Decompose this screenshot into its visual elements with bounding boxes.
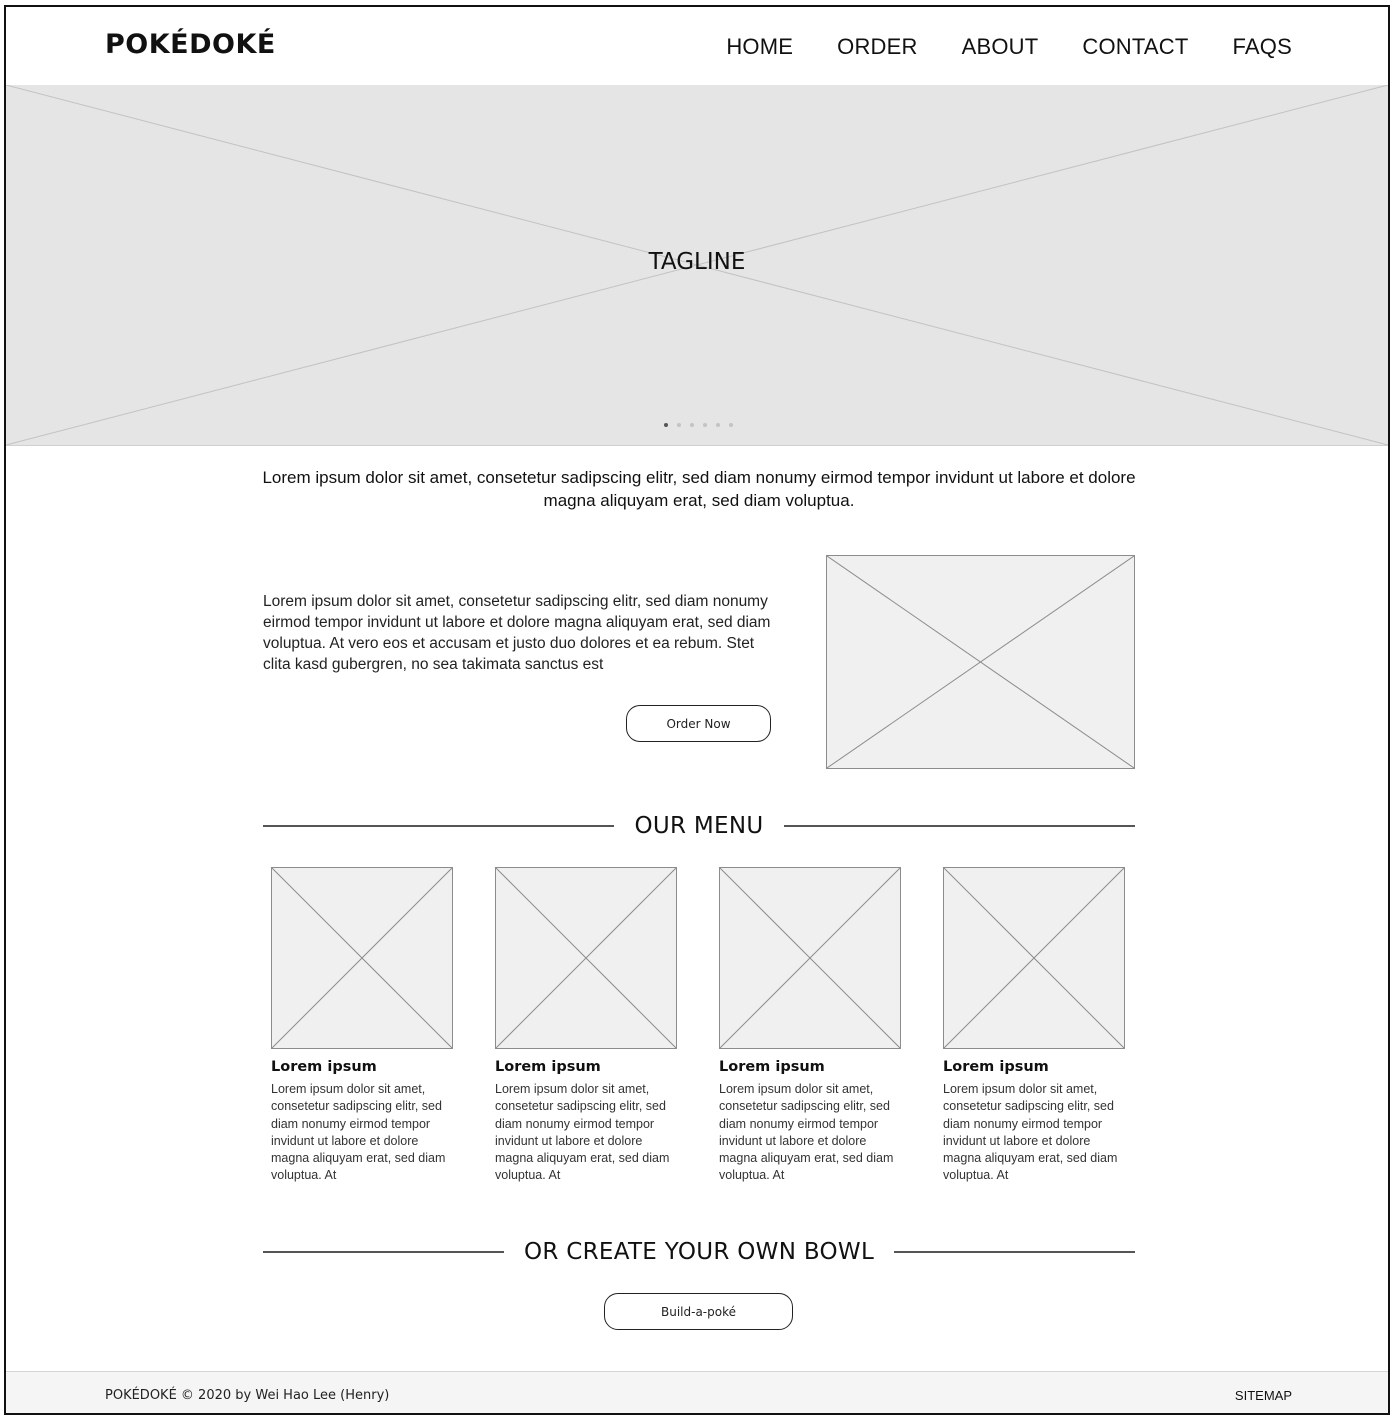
create-section-heading (263, 1239, 1135, 1265)
main-nav (726, 34, 1292, 60)
menu-card-image (271, 867, 453, 1049)
image-placeholder-icon (272, 868, 452, 1048)
menu-card-image (943, 867, 1125, 1049)
site-logo[interactable]: POKÉDOKÉ (105, 29, 276, 60)
intro-text: Lorem ipsum dolor sit amet, consetetur sadipscing elitr, sed diam nonumy eirmod tempor invidunt ut labore et dolore magna aliquyam erat, sed diam voluptua. (262, 468, 1136, 510)
divider (263, 825, 614, 827)
site-footer (6, 1371, 1388, 1415)
hero-banner (6, 85, 1388, 446)
feature-image (826, 555, 1135, 769)
site-header (6, 7, 1388, 86)
menu-card-description: Lorem ipsum dolor sit amet, consetetur sadipscing elitr, sed diam nonumy eirmod tempor invidunt ut labore et dolore magna aliquyam erat, sed diam voluptua. At (719, 1082, 894, 1183)
divider (894, 1251, 1135, 1253)
carousel-dot[interactable] (703, 423, 707, 427)
carousel-dot[interactable] (664, 423, 668, 427)
carousel-dot[interactable] (729, 423, 733, 427)
nav-about[interactable]: ABOUT (961, 34, 1039, 59)
menu-title: OUR MENU (634, 813, 764, 839)
menu-card[interactable] (719, 867, 901, 1185)
divider (263, 1251, 504, 1253)
image-placeholder-icon (496, 868, 676, 1048)
nav-home[interactable]: HOME (726, 34, 794, 59)
build-a-poke-button[interactable]: Build-a-poké (604, 1293, 793, 1330)
menu-card[interactable] (943, 867, 1125, 1185)
carousel-dots (664, 423, 733, 427)
divider (784, 825, 1135, 827)
create-title: OR CREATE YOUR OWN BOWL (523, 1239, 875, 1265)
nav-contact[interactable]: CONTACT (1082, 34, 1189, 59)
image-placeholder-icon (720, 868, 900, 1048)
feature-text: Lorem ipsum dolor sit amet, consetetur sadipscing elitr, sed diam nonumy eirmod tempor invidunt ut labore et dolore magna aliquyam erat, sed diam voluptua. At vero eos et accusam et justo duo dolores et ea rebum. Stet clita kasd gubergren, no sea takimata sanctus est (263, 593, 771, 673)
menu-section-heading (263, 813, 1135, 839)
nav-order[interactable]: ORDER (837, 34, 918, 59)
menu-card-description: Lorem ipsum dolor sit amet, consetetur sadipscing elitr, sed diam nonumy eirmod tempor invidunt ut labore et dolore magna aliquyam erat, sed diam voluptua. At (495, 1082, 670, 1183)
menu-card-title: Lorem ipsum (943, 1059, 1049, 1075)
menu-card[interactable] (495, 867, 677, 1185)
image-placeholder-icon (944, 868, 1124, 1048)
menu-card-title: Lorem ipsum (719, 1059, 825, 1075)
menu-card-description: Lorem ipsum dolor sit amet, consetetur sadipscing elitr, sed diam nonumy eirmod tempor invidunt ut labore et dolore magna aliquyam erat, sed diam voluptua. At (271, 1082, 446, 1183)
menu-card-title: Lorem ipsum (495, 1059, 601, 1075)
menu-card-title: Lorem ipsum (271, 1059, 377, 1075)
carousel-dot[interactable] (716, 423, 720, 427)
carousel-dot[interactable] (690, 423, 694, 427)
hero-tagline: TAGLINE (648, 249, 746, 275)
page-frame (4, 5, 1390, 1415)
order-now-button[interactable]: Order Now (626, 705, 771, 742)
carousel-dot[interactable] (677, 423, 681, 427)
nav-faqs[interactable]: FAQS (1232, 34, 1292, 59)
image-placeholder-icon (827, 556, 1134, 768)
footer-copyright: POKÉDOKÉ © 2020 by Wei Hao Lee (Henry) (105, 1388, 390, 1403)
menu-card-image (495, 867, 677, 1049)
menu-card-description: Lorem ipsum dolor sit amet, consetetur sadipscing elitr, sed diam nonumy eirmod tempor invidunt ut labore et dolore magna aliquyam erat, sed diam voluptua. At (943, 1082, 1118, 1183)
sitemap-link[interactable]: SITEMAP (1234, 1388, 1292, 1403)
menu-card-image (719, 867, 901, 1049)
menu-card[interactable] (271, 867, 453, 1185)
